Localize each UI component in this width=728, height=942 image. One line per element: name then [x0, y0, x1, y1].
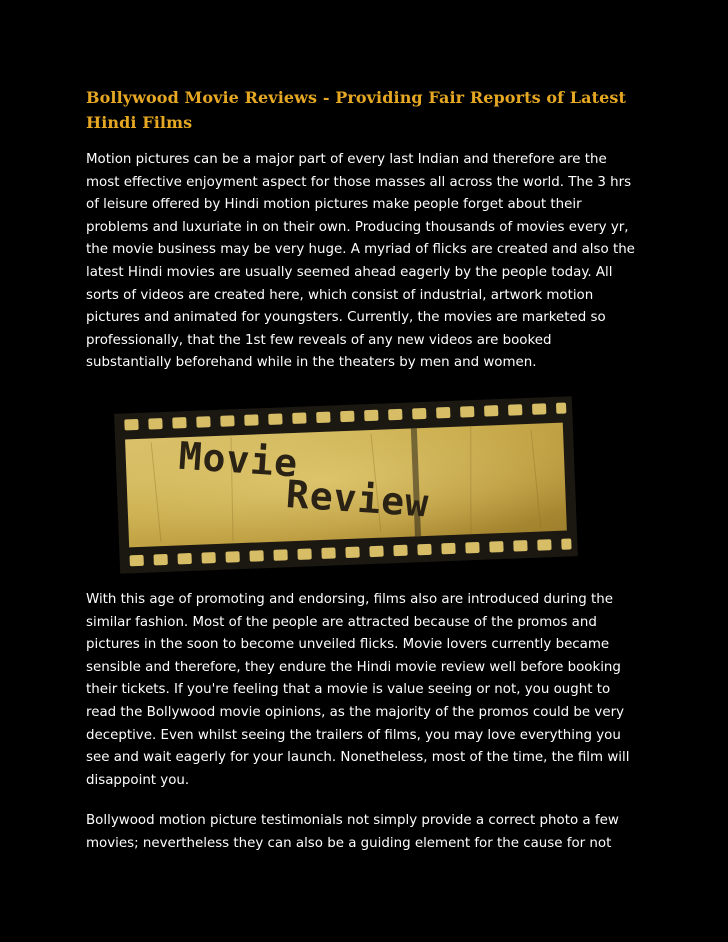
movie-review-filmstrip-image — [113, 395, 579, 577]
title-line: Hindi Films — [86, 113, 193, 132]
paragraph-2 — [86, 589, 658, 792]
image-text-review: Review — [284, 472, 431, 526]
image-text-movie: Movie — [177, 433, 300, 486]
text-line: Motion pictures can be a major part of every last Indian and therefore are the — [86, 152, 607, 167]
text-line: pictures in the soon to become unveiled flicks. Movie lovers currently became — [86, 637, 610, 653]
text-line: read the Bollywood movie opinions, as the majority of the promos could be very — [86, 704, 625, 720]
text-line: pictures and animated for youngsters. Currently, the movies are marketed so — [86, 310, 606, 326]
text-line: their tickets. If you're feeling that a movie is value seeing or not, you ought to — [86, 682, 611, 698]
text-line: movies; nevertheless they can also be a guiding element for the cause for not — [86, 835, 612, 851]
text-line: see and wait eagerly for your launch. Nonetheless, most of the time, the film will — [86, 750, 630, 766]
text-line: most effective enjoyment aspect for those masses all across the world. The 3 hrs — [86, 174, 632, 190]
article-title — [86, 85, 646, 135]
text-line: disappoint you. — [86, 772, 190, 788]
text-line: professionally, that the 1st few reveals of any new videos are booked — [86, 332, 552, 348]
text-line: problems and luxuriate in on their own. Producing thousands of movies every yr, — [86, 219, 629, 235]
text-line: latest Hindi movies are usually seemed ahead eagerly by the people today. All — [86, 264, 613, 280]
paragraph-3 — [86, 810, 658, 855]
text-line: similar fashion. Most of the people are attracted because of the promos and — [86, 614, 597, 630]
paragraph-1 — [86, 149, 658, 375]
title-line: Bollywood Movie Reviews - Providing Fair Reports of Latest — [86, 88, 626, 107]
text-line: sorts of videos are created here, which consist of industrial, artwork motion — [86, 287, 594, 303]
text-line: substantially beforehand while in the theaters by men and women. — [86, 355, 537, 371]
text-line: of leisure offered by Hindi motion pictures make people forget about their — [86, 197, 582, 213]
text-line: Bollywood motion picture testimonials not simply provide a correct photo a few — [86, 813, 619, 828]
text-line: With this age of promoting and endorsing, films also are introduced during the — [86, 592, 613, 607]
text-line: the movie business may be very huge. A myriad of flicks are created and also the — [86, 242, 635, 258]
text-line: sensible and therefore, they endure the Hindi movie review well before booking — [86, 659, 621, 675]
text-line: deceptive. Even whilst seeing the trailers of films, you may love everything you — [86, 727, 621, 743]
